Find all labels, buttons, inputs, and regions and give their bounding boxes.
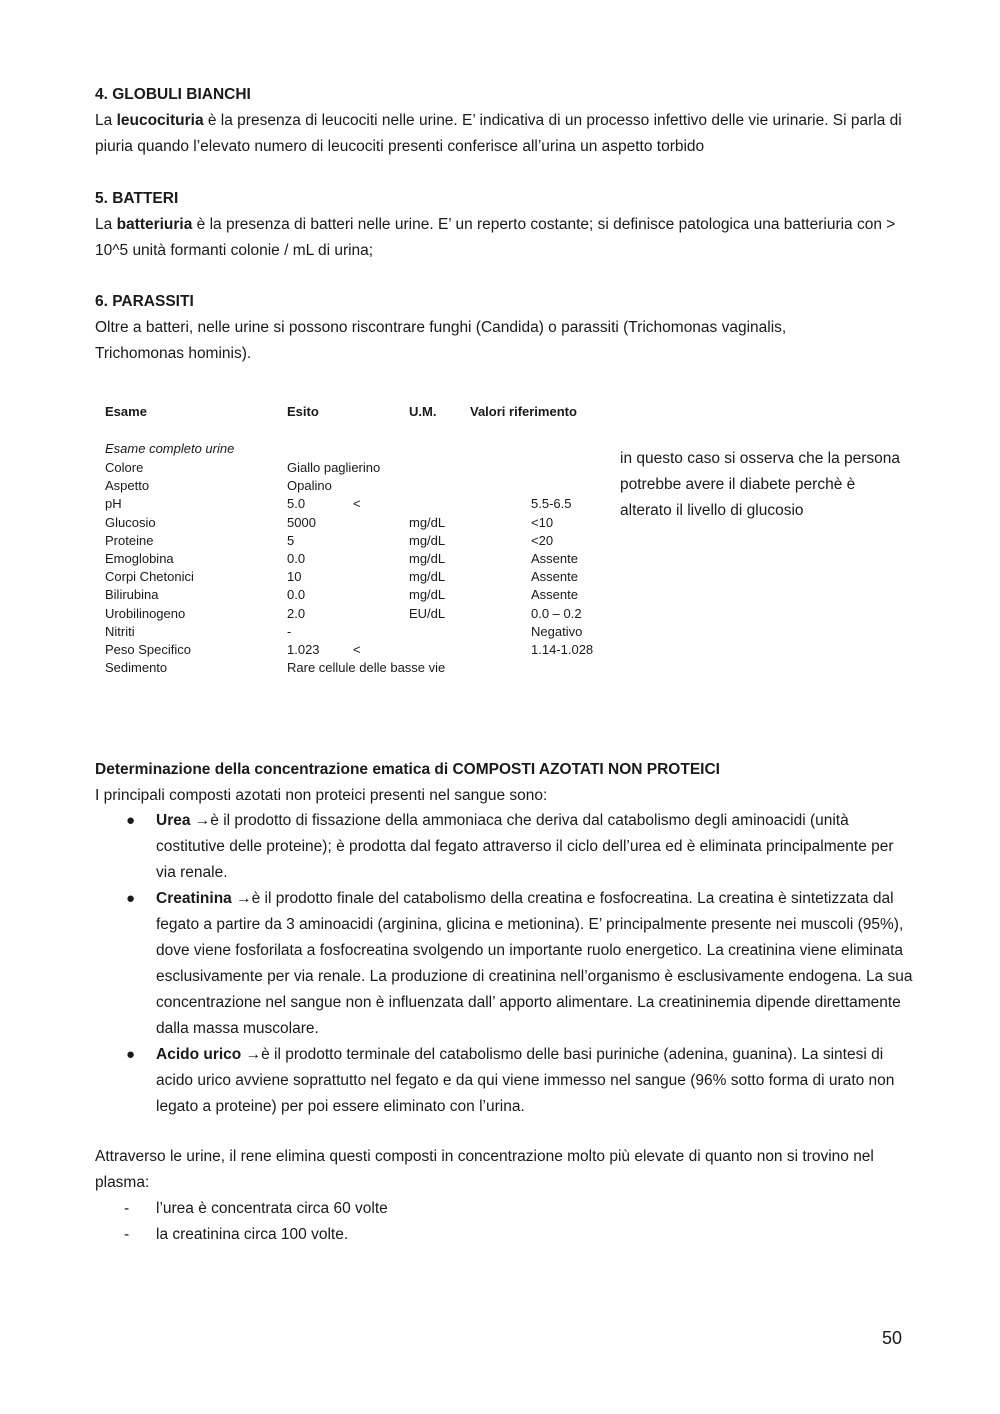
paragraph-leucocituria <box>95 108 905 160</box>
cell-rif: Assente <box>531 551 578 566</box>
list-item-urea <box>95 808 915 886</box>
text-fragment: La <box>95 216 117 233</box>
cell-rif: <20 <box>531 532 554 548</box>
list-item-creatinina-concentration <box>95 1222 388 1248</box>
cell-esame: Proteine <box>105 532 154 548</box>
bullet-icon: ● <box>126 890 136 907</box>
cell-esame: Colore <box>105 460 144 475</box>
cell-esame: Aspetto <box>105 478 150 494</box>
cell-esame: Sedimento <box>105 660 168 676</box>
cell-um: mg/dL <box>409 514 446 530</box>
cell-rif: Assente <box>531 587 578 603</box>
cell-um: mg/dL <box>409 569 446 585</box>
text-fragment: La <box>95 112 117 129</box>
table-row <box>95 642 615 660</box>
col-header-valori-riferimento: Valori riferimento <box>470 404 577 419</box>
cell-esito: Opalino <box>287 478 332 494</box>
cell-esame: Nitriti <box>105 623 135 639</box>
cell-esito: 1.023 <box>287 642 320 657</box>
list-item-creatinina <box>95 886 915 1042</box>
cell-rif: 0.0 – 0.2 <box>531 605 582 621</box>
section-title-globuli-bianchi: 4. GLOBULI BIANCHI <box>95 86 251 103</box>
cell-um: mg/dL <box>409 532 446 548</box>
cell-esito: 0.0 <box>287 587 306 603</box>
section-title-batteri: 5. BATTERI <box>95 190 179 207</box>
list-item-text: la creatinina circa 100 volte. <box>156 1226 349 1243</box>
list-item-text: →è il prodotto finale del catabolismo della creatina e fosfocreatina. La creatina è sintetizzata dal fegato a partire da 3 aminoacidi (arginina, glicina e metionina). E’ principalmente presente nei muscoli (95%), dove viene fosforilata a fosfocreatina svolgendo un importante ruolo energetico. La creatinina viene eliminata esclusivamente per via renale. La produzione di creatinina nell’organismo è esclusivamente endogena. La sua concentrazione nel sangue non è influenzata dall’ apporto alimentare. La creatininemia dipende direttamente dalla massa muscolare. <box>156 890 913 1037</box>
table-row <box>95 606 615 624</box>
paragraph-composti-intro: I principali composti azotati non proteici presenti nel sangue sono: <box>95 787 548 804</box>
table-row <box>95 660 615 678</box>
table-row <box>95 515 615 533</box>
cell-esame: Peso Specifico <box>105 642 191 657</box>
cell-rif: <10 <box>531 514 554 530</box>
cell-um: mg/dL <box>409 587 446 603</box>
cell-esito: 5.0 <box>287 496 306 512</box>
table-row <box>95 569 615 587</box>
cell-esito: 2.0 <box>287 605 306 621</box>
section-title-parassiti: 6. PARASSITI <box>95 293 194 310</box>
cell-esame: Urobilinogeno <box>105 605 186 621</box>
term-leucocituria: leucocituria <box>116 112 204 129</box>
paragraph-parassiti: Oltre a batteri, nelle urine si possono riscontrare funghi (Candida) o parassiti (Trichomonas vaginalis, Trichomonas hominis). <box>95 319 787 362</box>
col-header-um: U.M. <box>409 404 437 419</box>
section-title-composti-azotati: Determinazione della concentrazione ematica di COMPOSTI AZOTATI NON PROTEICI <box>95 761 720 778</box>
term-acido-urico: Acido urico <box>156 1046 242 1063</box>
urine-exam-table <box>95 400 615 690</box>
table-subtitle: Esame completo urine <box>105 441 235 456</box>
cell-rif: Assente <box>531 569 578 585</box>
cell-esame: Glucosio <box>105 514 156 530</box>
term-batteriuria: batteriuria <box>116 216 193 233</box>
cell-esito: 0.0 <box>287 551 306 566</box>
cell-esito: 5 <box>287 532 295 548</box>
table-row <box>95 533 615 551</box>
bullet-icon: ● <box>126 1046 136 1063</box>
paragraph-batteriuria <box>95 212 905 264</box>
cell-esame: Corpi Chetonici <box>105 569 194 585</box>
page-number: 50 <box>882 1328 903 1348</box>
cell-rif: 1.14-1.028 <box>531 642 594 657</box>
cell-esito: Giallo paglierino <box>287 460 381 475</box>
paragraph-closing: Attraverso le urine, il rene elimina questi composti in concentrazione molto più elevate di quanto non si trovino nel plasma: <box>95 1148 874 1191</box>
term-urea: Urea <box>156 812 191 829</box>
col-header-esito: Esito <box>287 404 319 419</box>
dash-icon: - <box>124 1200 130 1217</box>
list-item-text: l’urea è concentrata circa 60 volte <box>156 1200 388 1217</box>
cell-rif: 5.5-6.5 <box>531 496 572 512</box>
table-row <box>95 624 615 642</box>
bullet-icon: ● <box>126 812 136 829</box>
text-fragment: è la presenza di batteri nelle urine. E’ un reperto costante; si definisce patologica una batteriuria con > 10^5 unità formanti colonie / mL di urina; <box>95 216 896 259</box>
cell-um: EU/dL <box>409 605 446 621</box>
cell-flag: < <box>353 642 361 657</box>
composti-bullet-list <box>95 808 915 1120</box>
list-item-acido-urico <box>95 1042 915 1120</box>
concentration-list <box>95 1196 388 1248</box>
cell-esame: pH <box>105 496 122 512</box>
list-item-text: →è il prodotto di fissazione della ammoniaca che deriva dal catabolismo degli aminoacidi (unità costitutive delle proteine); è prodotta dal fegato attraverso il ciclo dell’urea ed è eliminata principalmente per via renale. <box>156 812 894 881</box>
text-fragment: è la presenza di leucociti nelle urine. E’ indicativa di un processo infettivo delle vie urinarie. Si parla di piuria quando l’elevato numero di leucociti presenti conferisce all’urina un aspetto torbido <box>95 112 902 155</box>
dash-icon: - <box>124 1226 130 1243</box>
cell-esito: - <box>287 623 292 639</box>
term-creatinina: Creatinina <box>156 890 232 907</box>
col-header-esame: Esame <box>105 404 147 419</box>
cell-rif: Negativo <box>531 623 583 639</box>
cell-esito: 10 <box>287 569 302 585</box>
table-row <box>95 587 615 605</box>
cell-um: mg/dL <box>409 551 446 566</box>
cell-esito: 5000 <box>287 514 316 530</box>
cell-esito: Rare cellule delle basse vie <box>287 660 446 676</box>
side-note: in questo caso si osserva che la persona potrebbe avere il diabete perchè è alterato il livello di glucosio <box>620 450 901 519</box>
cell-esame: Bilirubina <box>105 587 159 603</box>
list-item-urea-concentration <box>95 1196 388 1222</box>
cell-flag: < <box>353 496 361 512</box>
table-row <box>95 551 615 569</box>
table-row <box>95 460 615 478</box>
cell-esame: Emoglobina <box>105 551 174 566</box>
table-row <box>95 478 615 496</box>
list-item-text: →è il prodotto terminale del catabolismo delle basi puriniche (adenina, guanina). La sintesi di acido urico avviene soprattutto nel fegato e da qui viene immesso nel sangue (96% sotto forma di urato non legato a proteine) per poi essere eliminato con l’urina. <box>156 1046 895 1115</box>
table-row <box>95 496 615 514</box>
